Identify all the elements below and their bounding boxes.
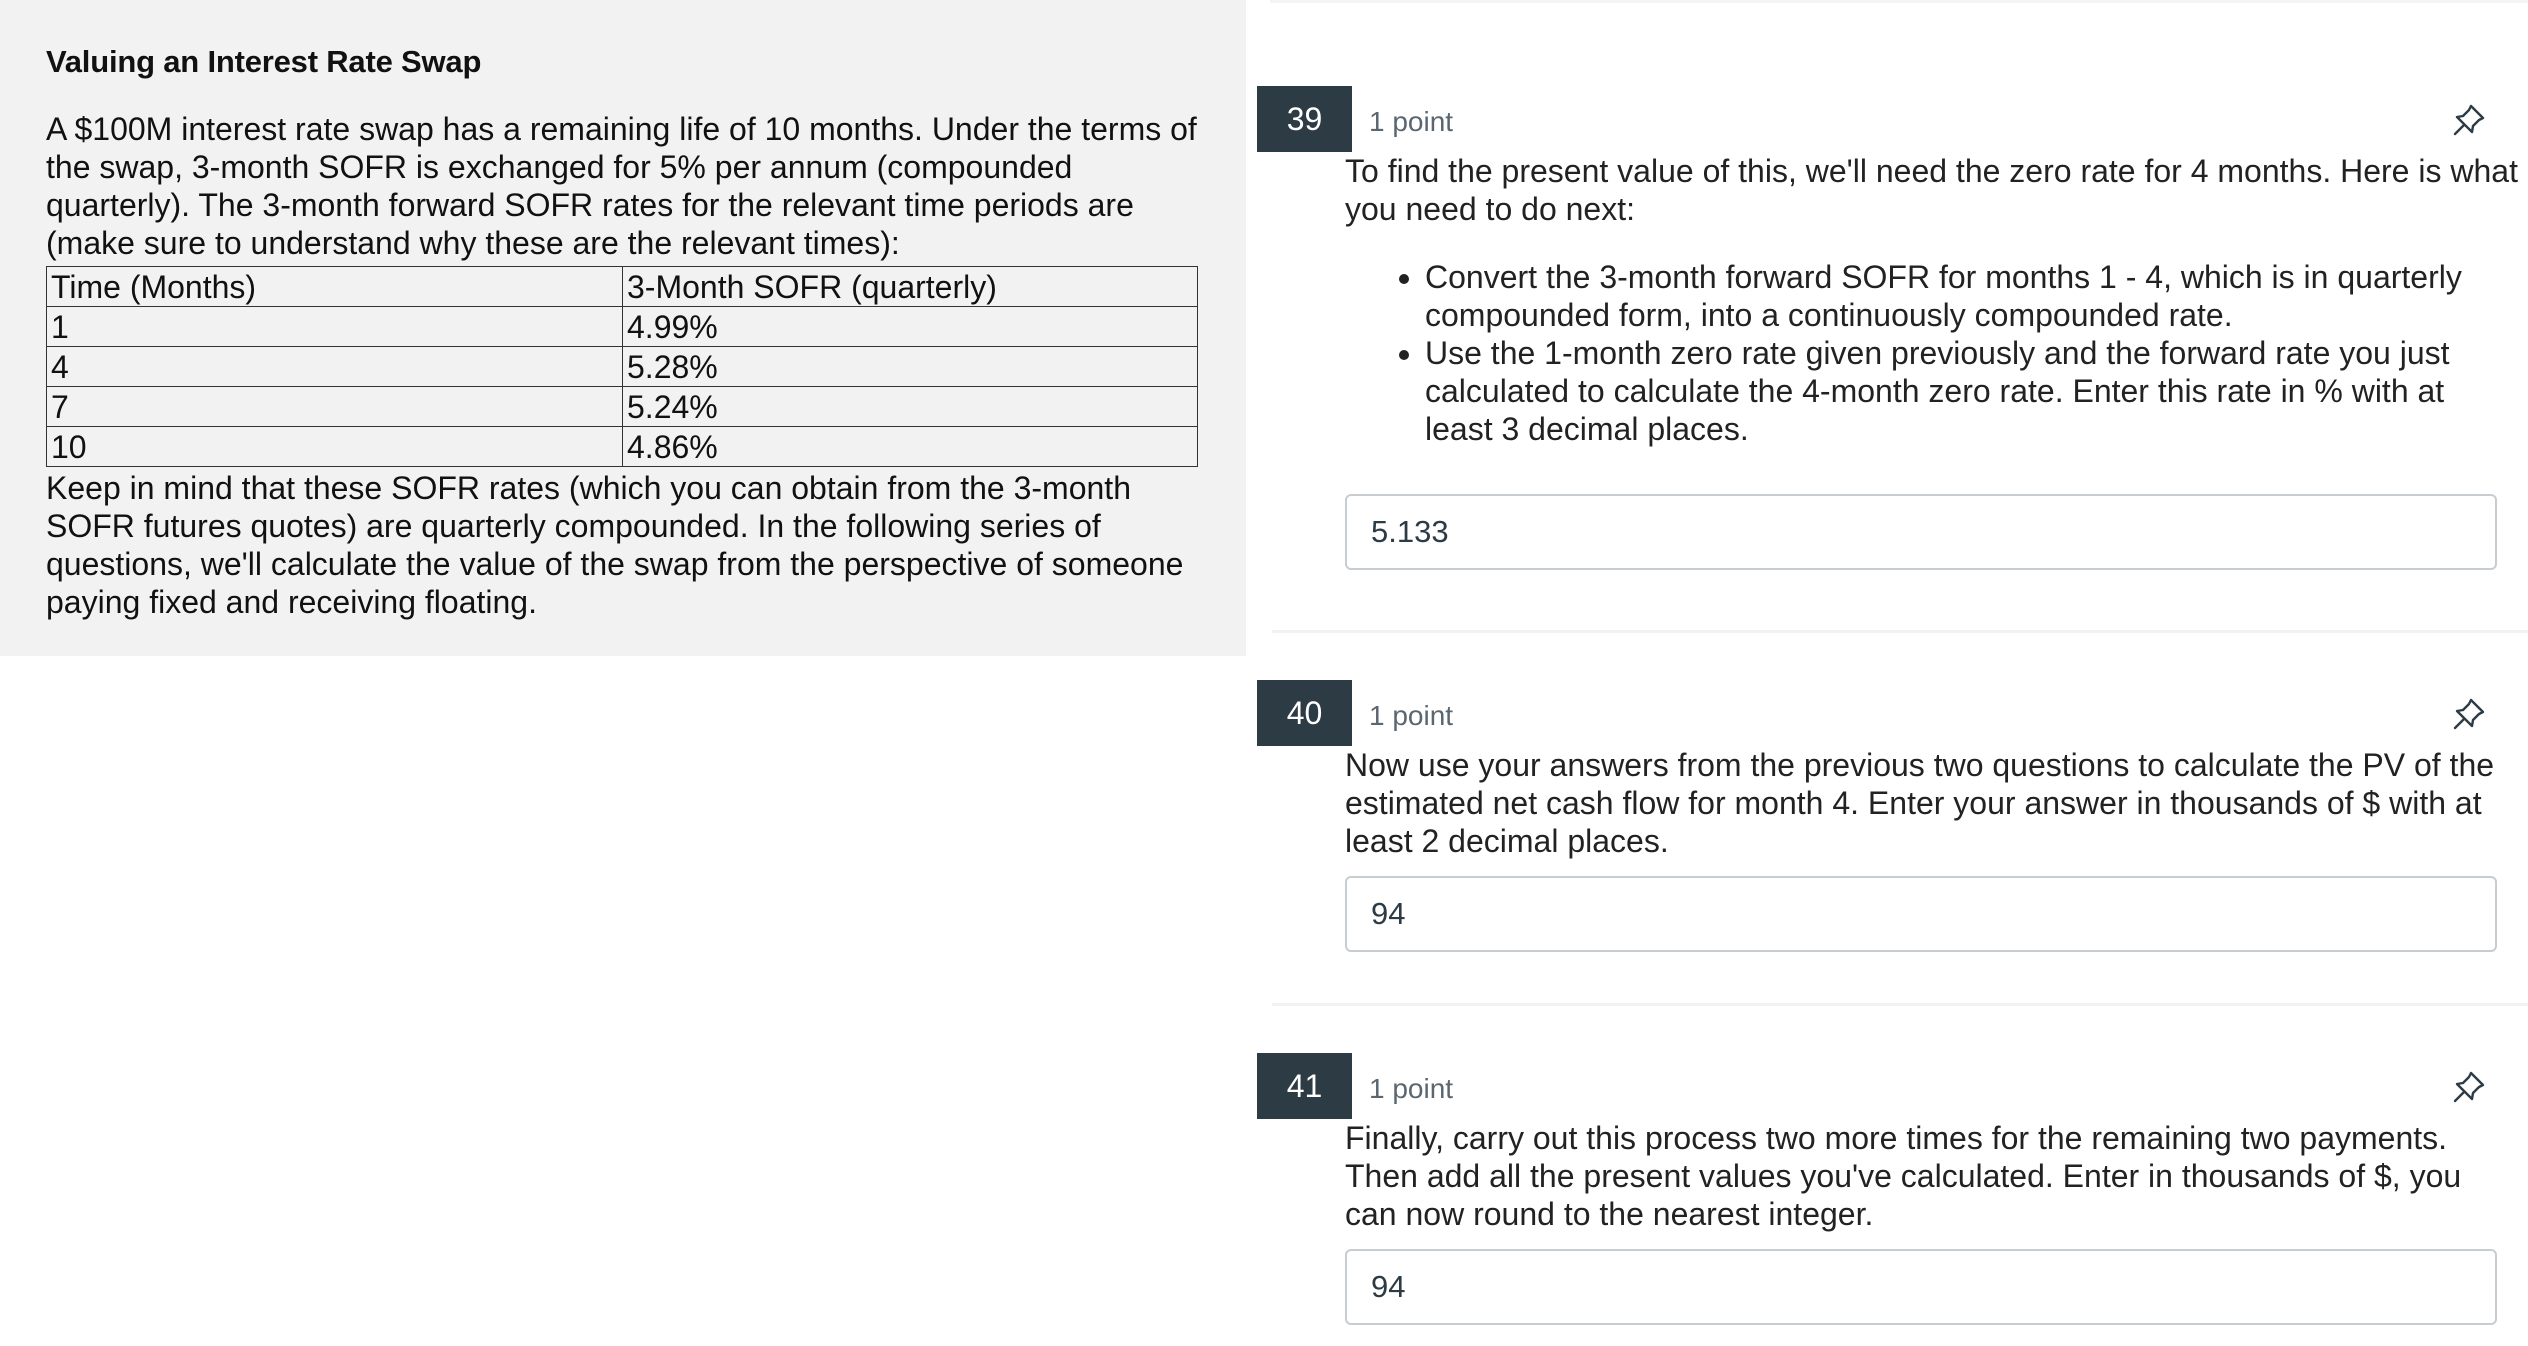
stimulus-panel: [0, 0, 1246, 656]
question-body: [1345, 1119, 2520, 1233]
question-number: 41: [1257, 1053, 1352, 1119]
pin-icon[interactable]: [2449, 100, 2489, 140]
list-item: • Use the 1-month zero rate given previously and the forward rate you just calculated to calculate the 4-month zero rate. Enter this rate in % with at least 3 decimal places.: [1425, 334, 2520, 448]
question-body: [1345, 746, 2520, 860]
table-cell: 4.86%: [623, 427, 1198, 467]
question-number: 40: [1257, 680, 1352, 746]
list-item: • Convert the 3-month forward SOFR for months 1 - 4, which is in quarterly compounded form, into a continuously compounded rate.: [1425, 258, 2520, 334]
question-body: [1345, 152, 2520, 448]
question-divider: [1272, 1003, 2528, 1006]
stimulus-outro: Keep in mind that these SOFR rates (which you can obtain from the 3-month SOFR futures quotes) are quarterly compounded. In the following series of questions, we'll calculate the value of the swap from the perspective of someone paying fixed and receiving floating.: [46, 470, 1184, 620]
table-row: [47, 347, 1198, 387]
answer-input[interactable]: [1345, 1249, 2497, 1325]
pin-icon-glyph: [2449, 1067, 2489, 1107]
question-39: [1257, 86, 2528, 570]
table-header-cell: 3-Month SOFR (quarterly): [623, 267, 1198, 307]
table-row: [47, 307, 1198, 347]
question-text: To find the present value of this, we'll need the zero rate for 4 months. Here is what you need to do next:: [1345, 153, 2518, 227]
table-header-row: [47, 267, 1198, 307]
answer-input[interactable]: [1345, 876, 2497, 952]
table-cell: 5.28%: [623, 347, 1198, 387]
question-header: [1257, 680, 2528, 746]
answer-input[interactable]: [1345, 494, 2497, 570]
pin-icon[interactable]: [2449, 1067, 2489, 1107]
instruction-list: [1345, 258, 2520, 448]
stimulus-title: Valuing an Interest Rate Swap: [46, 44, 482, 79]
table-cell: 5.24%: [623, 387, 1198, 427]
question-divider: [1272, 630, 2528, 633]
table-cell: 4: [47, 347, 623, 387]
question-text: Now use your answers from the previous two questions to calculate the PV of the estimated net cash flow for month 4. Enter your answer in thousands of $ with at least 2 decimal places.: [1345, 747, 2495, 859]
table-cell: 7: [47, 387, 623, 427]
table-cell: 4.99%: [623, 307, 1198, 347]
table-cell: 1: [47, 307, 623, 347]
question-text: Finally, carry out this process two more times for the remaining two payments. Then add all the present values you've calculated. Enter in thousands of $, you can now round to the nearest integer.: [1345, 1120, 2462, 1232]
pin-icon-glyph: [2449, 694, 2489, 734]
question-41: [1257, 1053, 2528, 1325]
question-points: 1 point: [1369, 1073, 1454, 1104]
question-40: [1257, 680, 2528, 952]
question-header: [1257, 1053, 2528, 1119]
sofr-rate-table: [46, 266, 1198, 467]
question-number: 39: [1257, 86, 1352, 152]
question-points: 1 point: [1369, 700, 1454, 731]
table-cell: 10: [47, 427, 623, 467]
question-points: 1 point: [1369, 106, 1454, 137]
table-row: [47, 427, 1198, 467]
pin-icon-glyph: [2449, 100, 2489, 140]
stimulus-intro: A $100M interest rate swap has a remaining life of 10 months. Under the terms of the swap, 3-month SOFR is exchanged for 5% per annum (compounded quarterly). The 3-month forward SOFR rates for the relevant time periods are (make sure to understand why these are the relevant times):: [46, 111, 1197, 261]
top-divider: [1270, 0, 2528, 3]
question-header: [1257, 86, 2528, 152]
pin-icon[interactable]: [2449, 694, 2489, 734]
table-header-cell: Time (Months): [47, 267, 623, 307]
table-row: [47, 387, 1198, 427]
